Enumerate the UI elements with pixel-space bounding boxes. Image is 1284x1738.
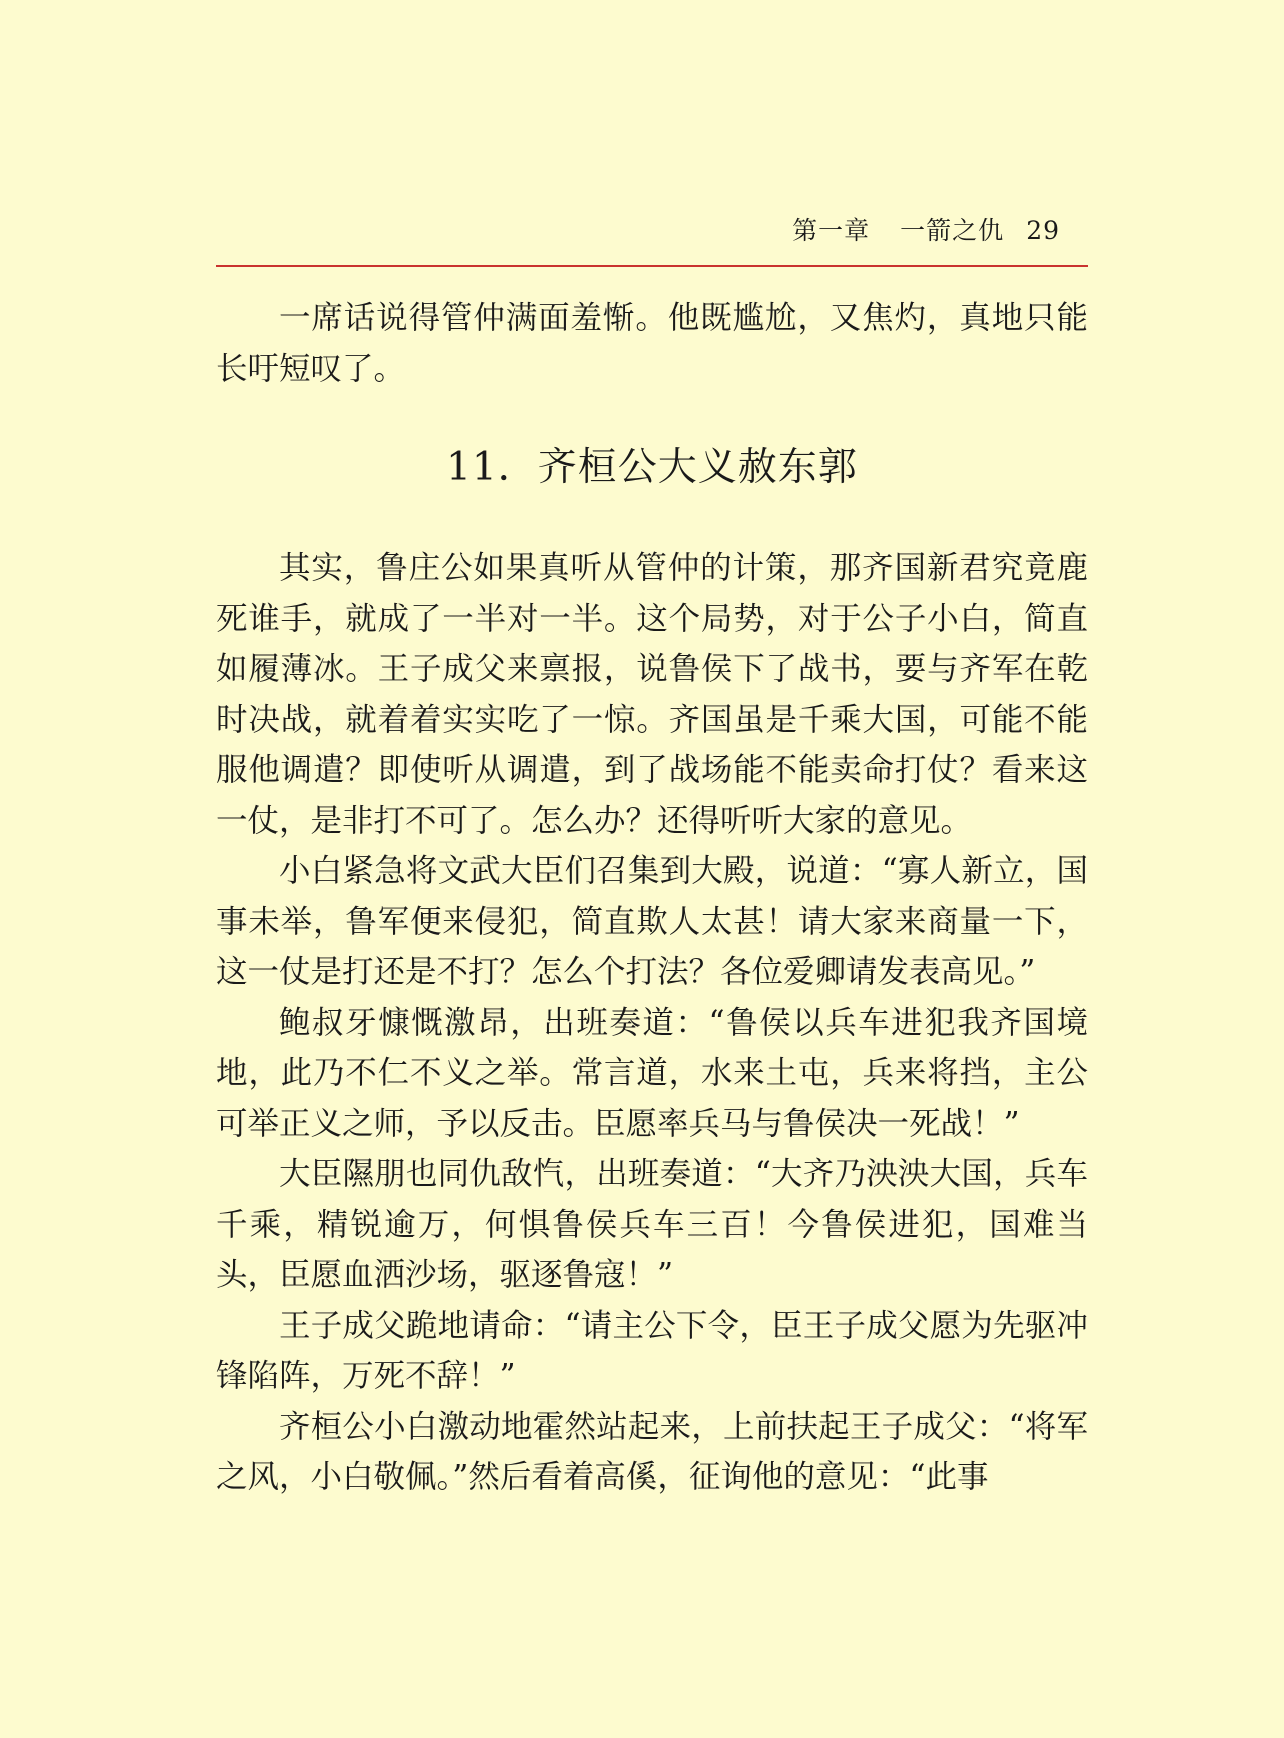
header-rule (216, 265, 1088, 267)
body-text (216, 543, 1088, 1503)
paragraph: 一席话说得管仲满面羞惭。他既尴尬，又焦灼，真地只能长吁短叹了。 (216, 300, 1088, 387)
running-header (792, 216, 1060, 246)
paragraph: 鲍叔牙慷慨激昂，出班奏道：“鲁侯以兵车进犯我齐国境地，此乃不仁不义之举。常言道，水来土屯，兵来将挡，主公可举正义之师，予以反击。臣愿率兵马与鲁侯决一死战！” (216, 1004, 1088, 1142)
page-number: 29 (1026, 216, 1060, 245)
paragraph: 大臣隰朋也同仇敌忾，出班奏道：“大齐乃泱泱大国，兵车千乘，精锐逾万，何惧鲁侯兵车三百！今鲁侯进犯，国难当头，臣愿血洒沙场，驱逐鲁寇！” (216, 1156, 1088, 1293)
section-title: 11．齐桓公大义赦东郭 (446, 445, 858, 490)
book-page (216, 0, 1088, 1738)
paragraph: 齐桓公小白激动地霍然站起来，上前扶起王子成父：“将军之风，小白敬佩。”然后看着高傒，征询他的意见：“此事 (216, 1408, 1088, 1495)
paragraph: 王子成父跪地请命：“请主公下令，臣王子成父愿为先驱冲锋陷阵，万死不辞！” (216, 1307, 1088, 1394)
chapter-number: 第一章 (792, 216, 871, 245)
paragraph: 小白紧急将文武大臣们召集到大殿，说道：“寡人新立，国事未举，鲁军便来侵犯，简直欺人太甚！请大家来商量一下，这一仗是打还是不打？怎么个打法？各位爱卿请发表高见。” (216, 853, 1088, 990)
paragraph: 其实，鲁庄公如果真听从管仲的计策，那齐国新君究竟鹿死谁手，就成了一半对一半。这个局势，对于公子小白，简直如履薄冰。王子成父来禀报，说鲁侯下了战书，要与齐军在乾时决战，就着着实实吃了一惊。齐国虽是千乘大国，可能不能服他调遣？即使听从调遣，到了战场能不能卖命打仗？看来这一仗，是非打不可了。怎么办？还得听听大家的意见。 (216, 550, 1088, 839)
chapter-title: 一箭之仇 (900, 216, 1005, 245)
intro-text (216, 293, 1088, 394)
